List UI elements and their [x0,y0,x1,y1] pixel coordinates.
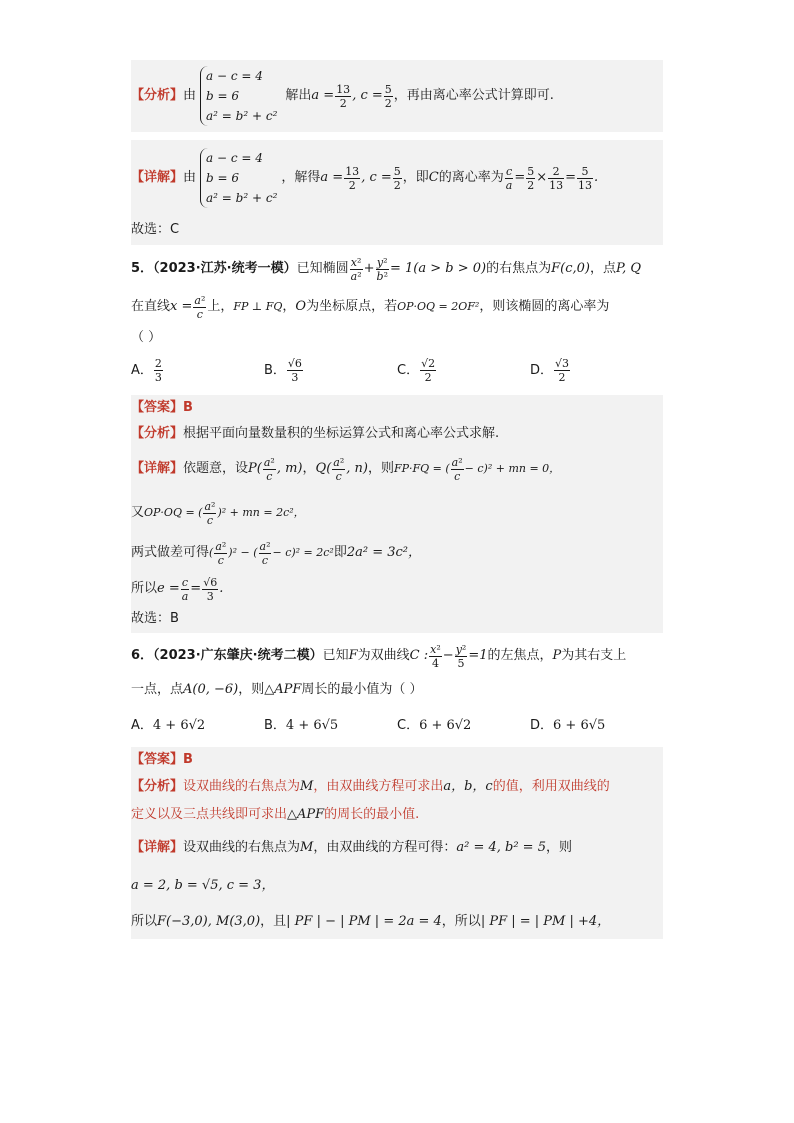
math: a = [311,88,335,103]
text: （ ） [131,330,162,345]
analysis-tag: 【分析】 [131,88,184,103]
answer-text: 故选：C [131,222,180,237]
q6-options [131,705,663,745]
math: a，b，c [443,779,493,794]
math: a = [320,170,344,185]
option-a[interactable]: A．4 + 6√2 [131,717,206,733]
detail-tag: 【详解】 [131,840,184,855]
p4-analysis [131,60,663,132]
fraction: $\frac{5}{13}$ [578,164,593,192]
math: P [552,648,562,663]
text: ，且 [260,914,287,929]
math: x = [170,299,193,314]
q5-stem: 5．（2023·江苏·统考一模） 已知椭圆 $\frac{\text{x²}}{\text{a²}}$ + $\frac{\text{y²}}{\text{b²}}$ = 1(a > b > 0) 的右焦点为 F(c,0) ，点 P, Q 在直线 x = $\frac{\text{a²}}{c}$ 上， FP ⊥ FQ ， O 为坐标原点，若 OP·OQ = 2OF² ，则该椭圆的离心率为 （ ） A． $\frac{2}{3}$ B． $\frac{√6}{3}$ C． $\frac{√2}{2}$ D． $\frac{√3}{2}$ [131,251,663,391]
text: ，所以 [441,914,481,929]
text: 即 [333,545,347,560]
option-b[interactable]: B． $\frac{√6}{3}$ [264,356,302,384]
text: 所以 [131,581,158,596]
text: 的周长的最小值. [324,807,420,822]
p4-detail [131,140,663,216]
equation-system [200,148,277,208]
analysis-tag: 【分析】 [131,779,184,794]
math: Q( [315,461,332,476]
text: ，则 [367,461,394,476]
q6-stem: 6．（2023·广东肇庆·统考二模） 已知 F 为双曲线 C : $\frac{\text{x²}}{4}$ − $\frac{\text{y²}}{5}$ =1 的左焦点， P 为其右支上 一点，点 A(0, −6) ，则 △APF 周长的最小值为（ ） A．4 + 6√2 B．4 + 6√5 C．6 + 6√2 D．6 + 6√5 [131,637,663,745]
text: ，再由离心率公式计算即可. [393,88,554,103]
eq-line: b = 6 [206,171,240,185]
p4-answer [131,216,663,245]
q5-solution: 【答案】B 【分析】 根据平面向量数量积的坐标运算公式和离心率公式求解. 【详解】 依题意，设 P( $\frac{\text{a²}}{c}$ , m) ， Q( $\frac{\text{a²}}{c}$ , n) ，则 FP·FQ = ( $\frac{\text{a²}}{c}$ − c)² + mn = 0， 又 OP·OQ = ( $\frac{\text{a²}}{c}$ )² + mn = 2c²， 两式做差可得 ( $\frac{\text{a²}}{c}$ )² − ( $\frac{\text{a²}}{c}$ − c)² = 2c² 即 2a² = 3c²， 所以 e = $\frac{c}{a}$ = $\frac{√6}{3}$ . 故选：B [131,395,663,633]
text: 为其右支上 [561,648,627,663]
text: 设双曲线的右焦点为 [183,779,301,794]
math: | PF | − | PM | = 2a = 4 [286,914,442,929]
text: 定义以及三点共线即可求出 [131,807,288,822]
text: 一点，点 [131,682,184,697]
option-a[interactable]: A． $\frac{2}{3}$ [131,356,162,384]
text: ，则 [545,840,572,855]
math: P, Q [615,261,642,276]
math: C [428,170,439,185]
math: FP·FQ = ( [393,462,450,475]
math: = [514,170,526,185]
eq-line: a² = b² + c² [206,109,278,123]
math: F(c,0) [551,261,590,276]
equation-system [200,66,277,126]
math: OP·OQ = ( [144,506,203,519]
fraction: $\frac{5}{2}$ [393,164,401,192]
text: 的左焦点， [487,648,553,663]
question-header: 5．（2023·江苏·统考一模） [131,261,297,276]
text: 又 [131,505,145,520]
option-b[interactable]: B．4 + 6√5 [264,717,339,733]
text: 由 [183,170,197,185]
analysis-tag: 【分析】 [131,426,184,441]
fraction: $\frac{5}{2}$ [384,82,392,110]
math: ( [209,546,214,559]
fraction: $\frac{\text{y²}}{\text{b²}}$ [376,255,388,283]
fraction: $\frac{13}{2}$ [345,164,360,192]
text: 已知 [322,648,349,663]
question-header: 6．（2023·广东肇庆·统考二模） [131,648,323,663]
option-d[interactable]: D． $\frac{√3}{2}$ [530,356,570,384]
answer-text: 故选：B [131,611,179,626]
text: 周长的最小值为（ ） [301,682,423,697]
math: △APF [287,807,325,822]
math: , c = [352,88,383,103]
math: △APF [264,682,302,697]
text: 根据平面向量数量积的坐标运算公式和离心率公式求解. [183,426,500,441]
math: OP·OQ = 2OF² [397,300,480,313]
math: . [594,170,599,185]
fraction: $\frac{c}{a}$ [505,164,513,192]
fraction: $\frac{\text{a²}}{c}$ [194,293,206,321]
fraction: $\frac{2}{13}$ [549,164,564,192]
text: 两式做差可得 [131,545,210,560]
text: 的值，利用双曲线的 [492,779,610,794]
eq-line: a − c = 4 [206,69,263,83]
page [131,60,663,939]
fraction: $\frac{5}{2}$ [527,164,535,192]
math: F [348,648,358,663]
math: × [536,170,548,185]
fraction: $\frac{\text{x²}}{\text{a²}}$ [350,255,362,283]
q6-solution [131,747,663,939]
math: M [300,840,314,855]
text: 的离心率为 [438,170,504,185]
text: 为坐标原点，若 [306,299,398,314]
text: ，则该椭圆的离心率为 [479,299,610,314]
text: 上， [207,299,234,314]
answer-tag: 【答案】B [131,400,193,415]
text: 由 [183,88,197,103]
math: 2a² = 3c²， [346,545,422,560]
math: P( [248,461,262,476]
text: 设双曲线的右焦点为 [183,840,301,855]
math: | PF | = | PM | +4， [480,914,611,929]
q5-options [131,349,663,391]
text: ，则 [238,682,265,697]
text: 所以 [131,914,158,929]
math: a = 2, b = √5, c = 3， [131,878,275,893]
fraction: $\frac{13}{2}$ [336,82,351,110]
text: 解出 [285,88,312,103]
text: ， [282,299,296,314]
text: 为双曲线 [357,648,410,663]
text: ，点 [589,261,616,276]
text: ，由双曲线方程可求出 [313,779,444,794]
text: 的右焦点为 [486,261,552,276]
math: = 1(a > b > 0) [389,261,487,276]
eq-line: b = 6 [206,89,240,103]
eq-line: a² = b² + c² [206,191,278,205]
option-c[interactable]: C．6 + 6√2 [397,717,472,733]
math: e = [157,581,180,596]
option-c[interactable]: C． $\frac{√2}{2}$ [397,356,436,384]
detail-tag: 【详解】 [131,461,184,476]
text: ，解得 [281,170,321,185]
option-d[interactable]: D．6 + 6√5 [530,717,606,733]
math: FP ⊥ FQ [233,300,283,313]
math: C : [409,648,429,663]
answer-tag: 【答案】B [131,752,193,767]
eq-line: a − c = 4 [206,151,263,165]
math: O [295,299,307,314]
math: a² = 4, b² = 5 [456,840,546,855]
math: = [565,170,577,185]
math: F(−3,0), M(3,0) [157,914,261,929]
text: 依题意，设 [183,461,249,476]
text: 在直线 [131,299,171,314]
text: ，由双曲线的方程可得： [313,840,457,855]
text: 已知椭圆 [296,261,349,276]
math: M [300,779,314,794]
math: , c = [361,170,392,185]
text: ，即 [402,170,429,185]
math: A(0, −6) [183,682,239,697]
detail-tag: 【详解】 [131,170,184,185]
